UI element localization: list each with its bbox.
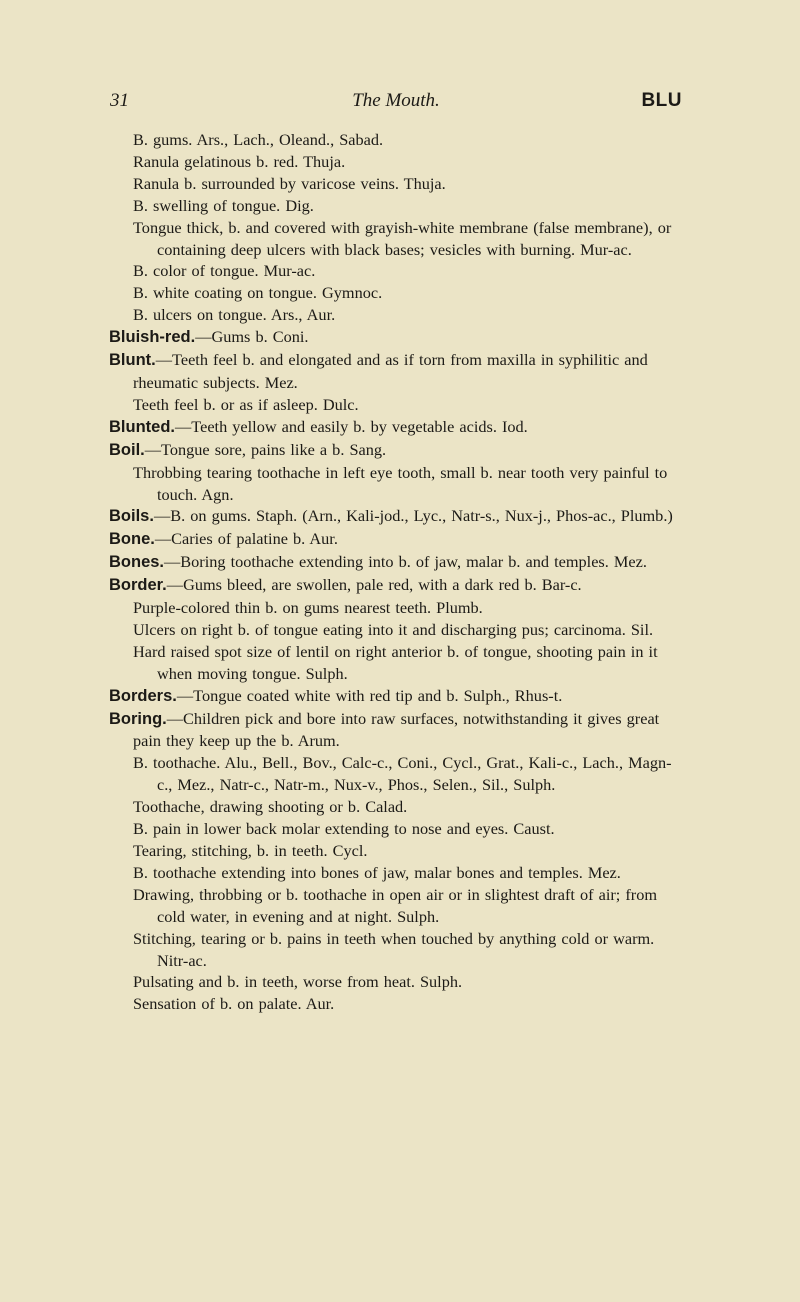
sub-entry (133, 129, 685, 151)
entry-list (109, 129, 685, 1015)
entry-text: Toothache, drawing shooting or b. Calad. (133, 797, 408, 817)
entry-text: Tongue thick, b. and covered with grayish-white membrane (false membrane), or containing deep ulcers with black bases; vesicles with burning. Mur-ac. (133, 217, 672, 259)
entry-text: B. white coating on tongue. Gymnoc. (133, 283, 383, 303)
headword-entry (109, 574, 685, 597)
entry-text: Hard raised spot size of lentil on right anterior b. of tongue, shooting pain in it when moving tongue. Sulph. (133, 641, 658, 683)
headword-entry (109, 685, 685, 708)
headword: Border. (109, 576, 167, 595)
entry-text: Ulcers on right b. of tongue eating into it and discharging pus; carcinoma. Sil. (133, 619, 654, 639)
sub-entry (133, 796, 685, 818)
entry-text: Teeth feel b. or as if asleep. Dulc. (133, 394, 359, 414)
headword-entry (109, 505, 685, 528)
running-title: The Mouth. (352, 90, 440, 111)
headword: Bone. (109, 530, 155, 549)
sub-entry (133, 462, 685, 506)
sub-entry (133, 195, 685, 217)
entry-text: B. ulcers on tongue. Ars., Aur. (133, 305, 336, 325)
headword: Boils. (109, 507, 154, 526)
headword-entry (109, 528, 685, 551)
entry-text: —Children pick and bore into raw surfaces, notwithstanding it gives great pain they keep up the b. Arum. (133, 708, 660, 751)
entry-text: —Caries of palatine b. Aur. (154, 529, 338, 549)
headword: Borders. (109, 686, 177, 705)
sub-entry (133, 394, 685, 416)
entry-text: Drawing, throbbing or b. toothache in open air or in slightest draft of air; from cold water, in evening and at night. Sulph. (133, 884, 658, 926)
sub-entry (133, 173, 685, 195)
entry-text: B. toothache. Alu., Bell., Bov., Calc-c., Coni., Cycl., Grat., Kali-c., Lach., Magn-c., Mez., Natr-c., Natr-m., Nux-v., Phos., Selen., Sil., Sulph. (133, 753, 672, 795)
headword: Boil. (109, 440, 145, 459)
sub-entry (133, 884, 685, 928)
running-header (110, 90, 682, 120)
section-key: BLU (641, 90, 682, 111)
headword-entry (109, 708, 685, 753)
entry-text: —Gums b. Coni. (195, 327, 309, 347)
sub-entry (133, 151, 685, 173)
entry-text: —Teeth yellow and easily b. by vegetable acids. Iod. (175, 416, 528, 436)
entry-text: —Boring toothache extending into b. of jaw, malar b. and temples. Mez. (164, 552, 647, 572)
headword-entry (109, 551, 685, 574)
page-number: 31 (110, 90, 129, 111)
entry-text: B. pain in lower back molar extending to nose and eyes. Caust. (133, 819, 555, 839)
sub-entry (133, 971, 685, 993)
sub-entry (133, 752, 685, 796)
entry-text: Ranula gelatinous b. red. Thuja. (133, 151, 346, 171)
entry-text: Stitching, tearing or b. pains in teeth when touched by anything cold or warm. Nitr-ac. (133, 928, 655, 970)
headword: Blunt. (109, 351, 156, 370)
entry-text: Purple-colored thin b. on gums nearest teeth. Plumb. (133, 598, 483, 618)
entry-text: B. swelling of tongue. Dig. (133, 195, 314, 215)
entry-text: —B. on gums. Staph. (Arn., Kali-jod., Lyc., Natr-s., Nux-j., Phos-ac., Plumb.) (153, 506, 673, 526)
entry-text: Sensation of b. on palate. Aur. (133, 994, 335, 1014)
sub-entry (133, 840, 685, 862)
entry-text: Throbbing tearing toothache in left eye tooth, small b. near tooth very painful to touch. Agn. (133, 462, 668, 504)
sub-entry (133, 862, 685, 884)
entry-text: B. gums. Ars., Lach., Oleand., Sabad. (133, 130, 384, 149)
sub-entry (133, 260, 685, 282)
sub-entry (133, 928, 685, 972)
entry-text: Ranula b. surrounded by varicose veins. Thuja. (133, 173, 446, 193)
headword-entry (109, 439, 685, 462)
entry-text: —Gums bleed, are swollen, pale red, with a dark red b. Bar-c. (166, 575, 582, 595)
entry-text: B. color of tongue. Mur-ac. (133, 261, 316, 281)
sub-entry (133, 304, 685, 326)
entry-text: —Tongue sore, pains like a b. Sang. (144, 439, 387, 459)
sub-entry (133, 597, 685, 619)
entry-text: —Tongue coated white with red tip and b. Sulph., Rhus-t. (176, 685, 563, 705)
headword-entry (109, 349, 685, 394)
sub-entry (133, 993, 685, 1015)
sub-entry (133, 818, 685, 840)
headword: Boring. (109, 709, 167, 728)
sub-entry (133, 641, 685, 685)
headword: Bluish-red. (109, 328, 196, 347)
headword-entry (109, 416, 685, 439)
sub-entry (133, 282, 685, 304)
sub-entry (133, 619, 685, 641)
headword-entry (109, 326, 685, 349)
entry-text: B. toothache extending into bones of jaw, malar bones and temples. Mez. (133, 862, 621, 882)
entry-text: Tearing, stitching, b. in teeth. Cycl. (133, 841, 368, 860)
entry-text: —Teeth feel b. and elongated and as if torn from maxilla in syphilitic and rheumatic subjects. Mez. (133, 350, 648, 392)
headword: Blunted. (109, 417, 175, 436)
sub-entry (133, 217, 685, 261)
headword: Bones. (109, 553, 165, 572)
entry-text: Pulsating and b. in teeth, worse from heat. Sulph. (133, 972, 463, 992)
